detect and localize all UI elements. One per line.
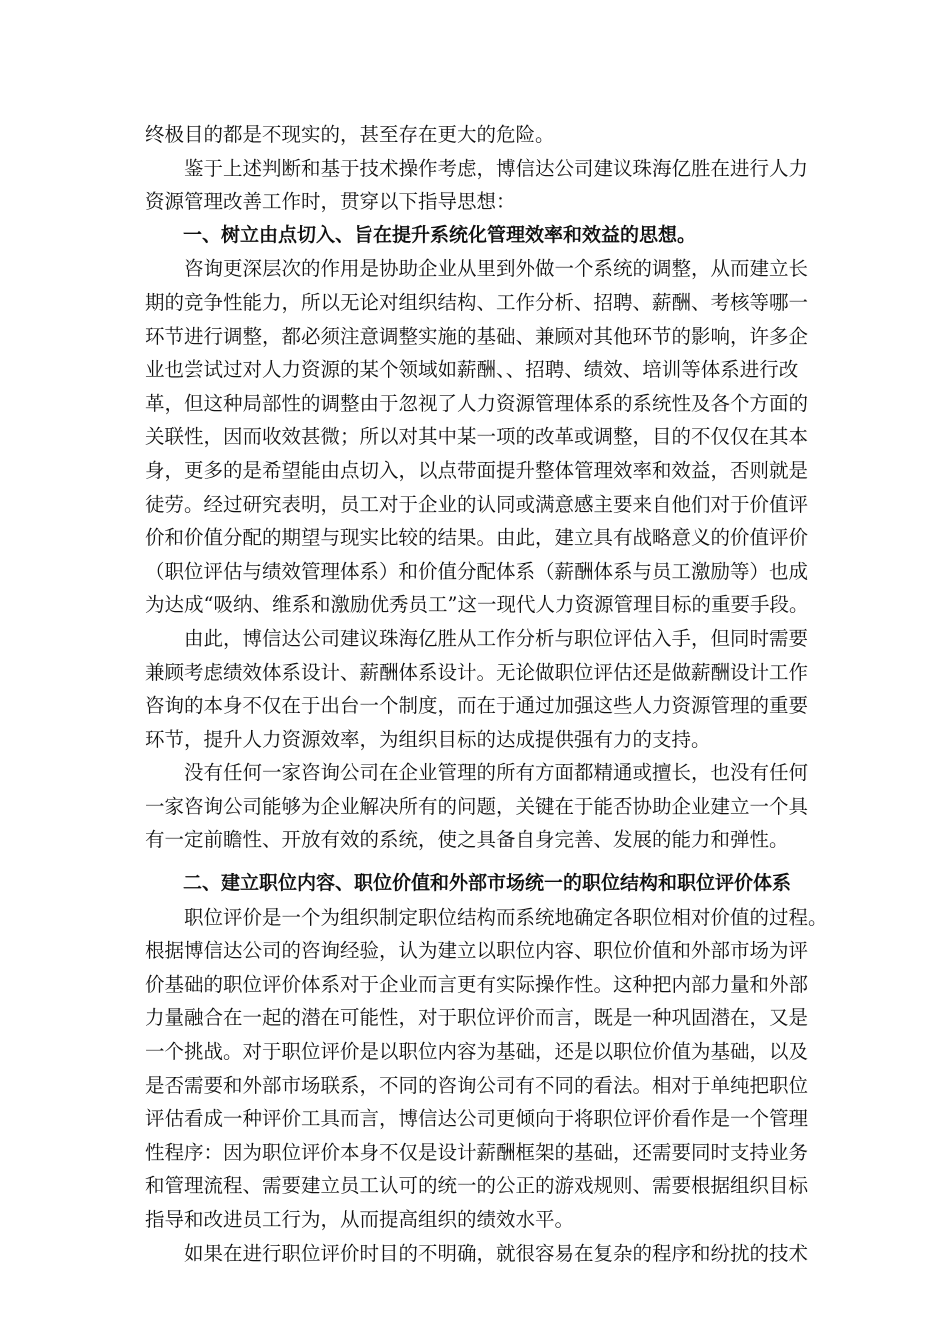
text-line: 一家咨询公司能够为企业解决所有的问题，关键在于能否协助企业建立一个具 bbox=[145, 794, 809, 818]
text-line: 关联性，因而收效甚微；所以对其中某一项的改革或调整，目的不仅仅在其本 bbox=[145, 425, 809, 449]
text-line: 期的竞争性能力，所以无论对组织结构、工作分析、招聘、薪酬、考核等哪一 bbox=[145, 290, 809, 314]
text-line: 由此，博信达公司建议珠海亿胜从工作分析与职位评估入手，但同时需要 bbox=[184, 626, 809, 650]
paragraph-3 bbox=[145, 252, 809, 622]
paragraph-1 bbox=[145, 118, 805, 152]
paragraph-7 bbox=[145, 1237, 809, 1271]
text-line: 终极目的都是不现实的，甚至存在更大的危险。 bbox=[145, 123, 555, 146]
text-line: 根据博信达公司的咨询经验，认为建立以职位内容、职位价值和外部市场为评 bbox=[145, 939, 809, 963]
text-line: 价和价值分配的期望与现实比较的结果。由此，建立具有战略意义的价值评价 bbox=[145, 526, 809, 550]
text-line: 鉴于上述判断和基于技术操作考虑，博信达公司建议珠海亿胜在进行人力 bbox=[184, 156, 809, 180]
text-line: 指导和改进员工行为，从而提高组织的绩效水平。 bbox=[145, 1208, 575, 1231]
text-line: 革，但这种局部性的调整由于忽视了人力资源管理体系的系统性及各个方面的 bbox=[145, 391, 809, 415]
text-line: 一个挑战。对于职位评价是以职位内容为基础，还是以职位价值为基础，以及 bbox=[145, 1040, 809, 1064]
section-heading-1: 一、树立由点切入、旨在提升系统化管理效率和效益的思想。 bbox=[183, 223, 697, 246]
text-line: 环节进行调整，都必须注意调整实施的基础、兼顾对其他环节的影响，许多企 bbox=[145, 324, 809, 348]
text-line: 为达成“吸纳、维系和激励优秀员工”这一现代人力资源管理目标的重要手段。 bbox=[145, 593, 809, 617]
text-line: 咨询更深层次的作用是协助企业从里到外做一个系统的调整，从而建立长 bbox=[184, 257, 809, 281]
paragraph-4 bbox=[145, 622, 809, 756]
section-heading-2: 二、建立职位内容、职位价值和外部市场统一的职位结构和职位评价体系 bbox=[183, 872, 792, 895]
paragraph-2 bbox=[145, 152, 809, 219]
text-line: 徒劳。经过研究表明，员工对于企业的认同或满意感主要来自他们对于价值评 bbox=[145, 492, 809, 516]
text-line: 资源管理改善工作时，贯穿以下指导思想： bbox=[145, 190, 516, 214]
text-line: 咨询的本身不仅在于出台一个制度，而在于通过加强这些人力资源管理的重要 bbox=[145, 694, 809, 718]
text-line: 价基础的职位评价体系对于企业而言更有实际操作性。这种把内部力量和外部 bbox=[145, 972, 809, 996]
text-line: 性程序：因为职位评价本身不仅是设计薪酬框架的基础，还需要同时支持业务 bbox=[145, 1140, 809, 1164]
text-line: 兼顾考虑绩效体系设计、薪酬体系设计。无论做职位评估还是做薪酬设计工作 bbox=[145, 660, 809, 684]
text-line: 和管理流程、需要建立员工认可的统一的公正的游戏规则、需要根据组织目标 bbox=[145, 1174, 809, 1198]
paragraph-5 bbox=[145, 756, 809, 857]
text-line: 没有任何一家咨询公司在企业管理的所有方面都精通或擅长，也没有任何 bbox=[184, 761, 809, 785]
text-line: 有一定前瞻性、开放有效的系统，使之具备自身完善、发展的能力和弹性。 bbox=[145, 828, 789, 852]
text-line: 环节，提升人力资源效率，为组织目标的达成提供强有力的支持。 bbox=[145, 727, 711, 751]
text-line: 评估看成一种评价工具而言，博信达公司更倾向于将职位评价看作是一个管理 bbox=[145, 1107, 809, 1131]
text-line: 如果在进行职位评价时目的不明确，就很容易在复杂的程序和纷扰的技术 bbox=[184, 1241, 809, 1265]
document-page bbox=[145, 118, 828, 1270]
text-line: 业也尝试过对人力资源的某个领域如薪酬、、招聘、绩效、培训等体系进行改 bbox=[145, 358, 799, 382]
text-line: 力量融合在一起的潜在可能性，对于职位评价而言，既是一种巩固潜在，又是 bbox=[145, 1006, 809, 1030]
text-line: （职位评估与绩效管理体系）和价值分配体系（薪酬体系与员工激励等）也成 bbox=[145, 559, 809, 583]
text-line: 是否需要和外部市场联系，不同的咨询公司有不同的看法。相对于单纯把职位 bbox=[145, 1073, 809, 1097]
paragraph-6 bbox=[145, 901, 828, 1237]
paragraph-spacer bbox=[145, 857, 805, 867]
text-line: 职位评价是一个为组织制定职位结构而系统地确定各职位相对价值的过程。 bbox=[184, 905, 828, 929]
text-line: 身，更多的是希望能由点切入，以点带面提升整体管理效率和效益，否则就是 bbox=[145, 458, 809, 482]
